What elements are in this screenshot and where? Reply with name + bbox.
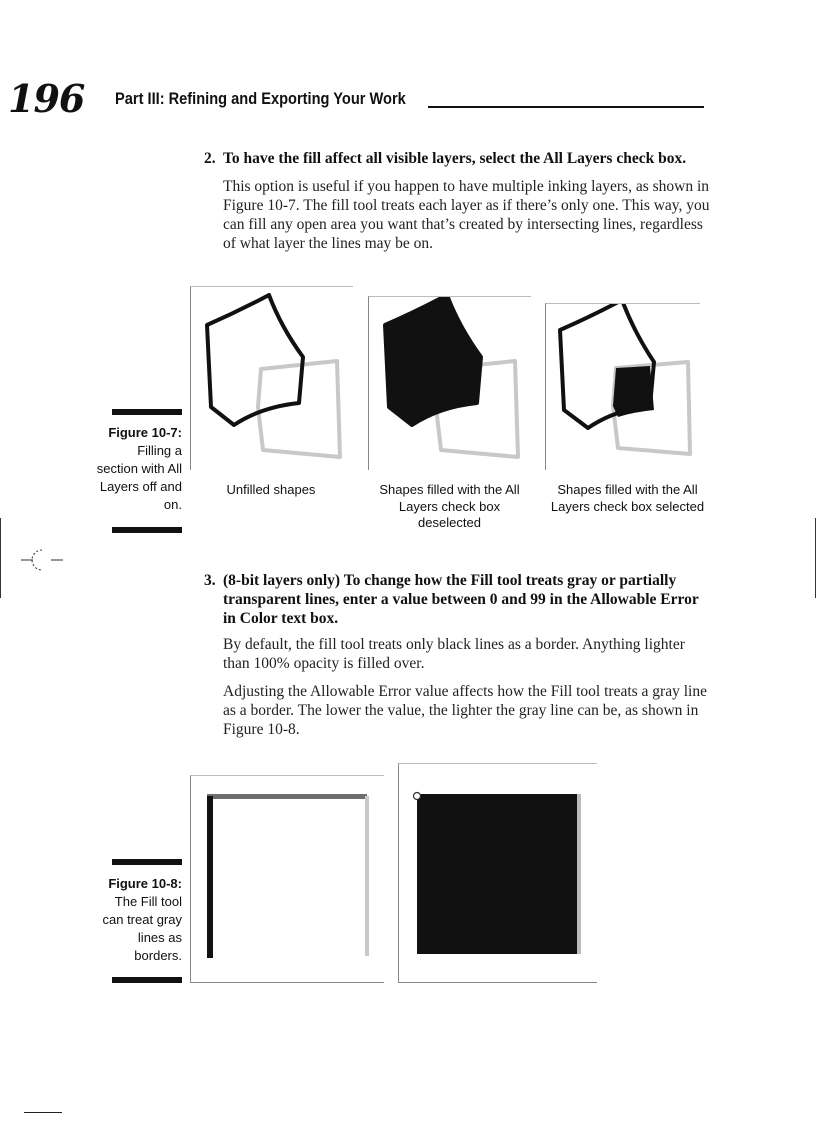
crop-mark-left [0,518,1,598]
gray-right-line [365,796,369,956]
step-3-title-line1: (8-bit layers only) To change how the Fill tool treats gray or partially [223,572,677,589]
figure-10-8-caption-text: The Fill tool can treat gray lines as borders. [102,894,182,963]
figure-10-8-caption [96,875,182,965]
figure-10-7-caption-text: Filling a section with All Layers off and on. [96,443,182,512]
step-3-title-rest: transparent lines, enter a value between 0 and 99 in the Allowable Error in Color text box. [223,591,699,627]
step-2-body: This option is useful if you happen to have multiple inking layers, as shown in Figure 10-7. The fill tool treats each layer as if there’s only one. This way, you can fill any open area you want that’s created by intersecting lines, regardless of what layer the lines may be on. [223,178,710,252]
panel-label-deselected: Shapes filled with the All Layers check box deselected [379,482,520,530]
unfilled-shapes-illustration [191,287,354,471]
step-3-paragraph-1: By default, the fill tool treats only black lines as a border. Anything lighter than 100% opacity is filled over. [223,636,685,672]
panel-label-unfilled: Unfilled shapes [226,482,316,497]
step-3-title [204,571,704,628]
bottom-rule [24,1112,62,1113]
step-2-number: 2. [204,150,216,167]
figure-10-8-panel-unfilled [190,775,384,983]
registration-mark-icon [19,545,65,575]
step-2-title [204,149,724,168]
black-left-line [207,796,213,958]
filled-selected-illustration [546,304,701,471]
filled-front-shape [385,297,481,425]
step-2-title-text: To have the fill affect all visible layers, select the All Layers check box. [223,150,687,167]
fill-cursor-icon [414,793,421,800]
page-number: 196 [8,76,85,121]
gray-right-edge [577,794,581,954]
filled-deselected-illustration [369,297,532,471]
caption-bar [112,409,182,415]
filled-square [417,794,579,954]
figure-10-8-panel-filled [398,763,597,983]
figure-10-8-label: Figure 10-8: [108,876,182,891]
caption-bar [112,977,182,983]
gray-top-line [207,794,367,799]
figure-10-7-panel-filled-deselected [368,296,531,470]
caption-bar [112,527,182,533]
caption-bar [112,859,182,865]
filled-square-illustration [399,764,598,984]
figure-10-7-panel-unfilled [190,286,353,470]
header-rule [428,106,704,108]
figure-10-7-caption [96,424,182,514]
panel-label-selected: Shapes filled with the All Layers check box selected [550,482,705,514]
figure-10-7-panel-filled-selected [545,303,700,470]
front-shape [207,295,303,425]
step-3-paragraph-2: Adjusting the Allowable Error value affects how the Fill tool treats a gray line as a border. The lower the value, the lighter the gray line can be, as shown in Figure 10-8. [223,683,707,738]
step-3-number: 3. [204,572,216,589]
running-head: Part III: Refining and Exporting Your Work [115,89,406,108]
gray-border-square-illustration [191,776,385,984]
figure-10-7-label: Figure 10-7: [108,425,182,440]
